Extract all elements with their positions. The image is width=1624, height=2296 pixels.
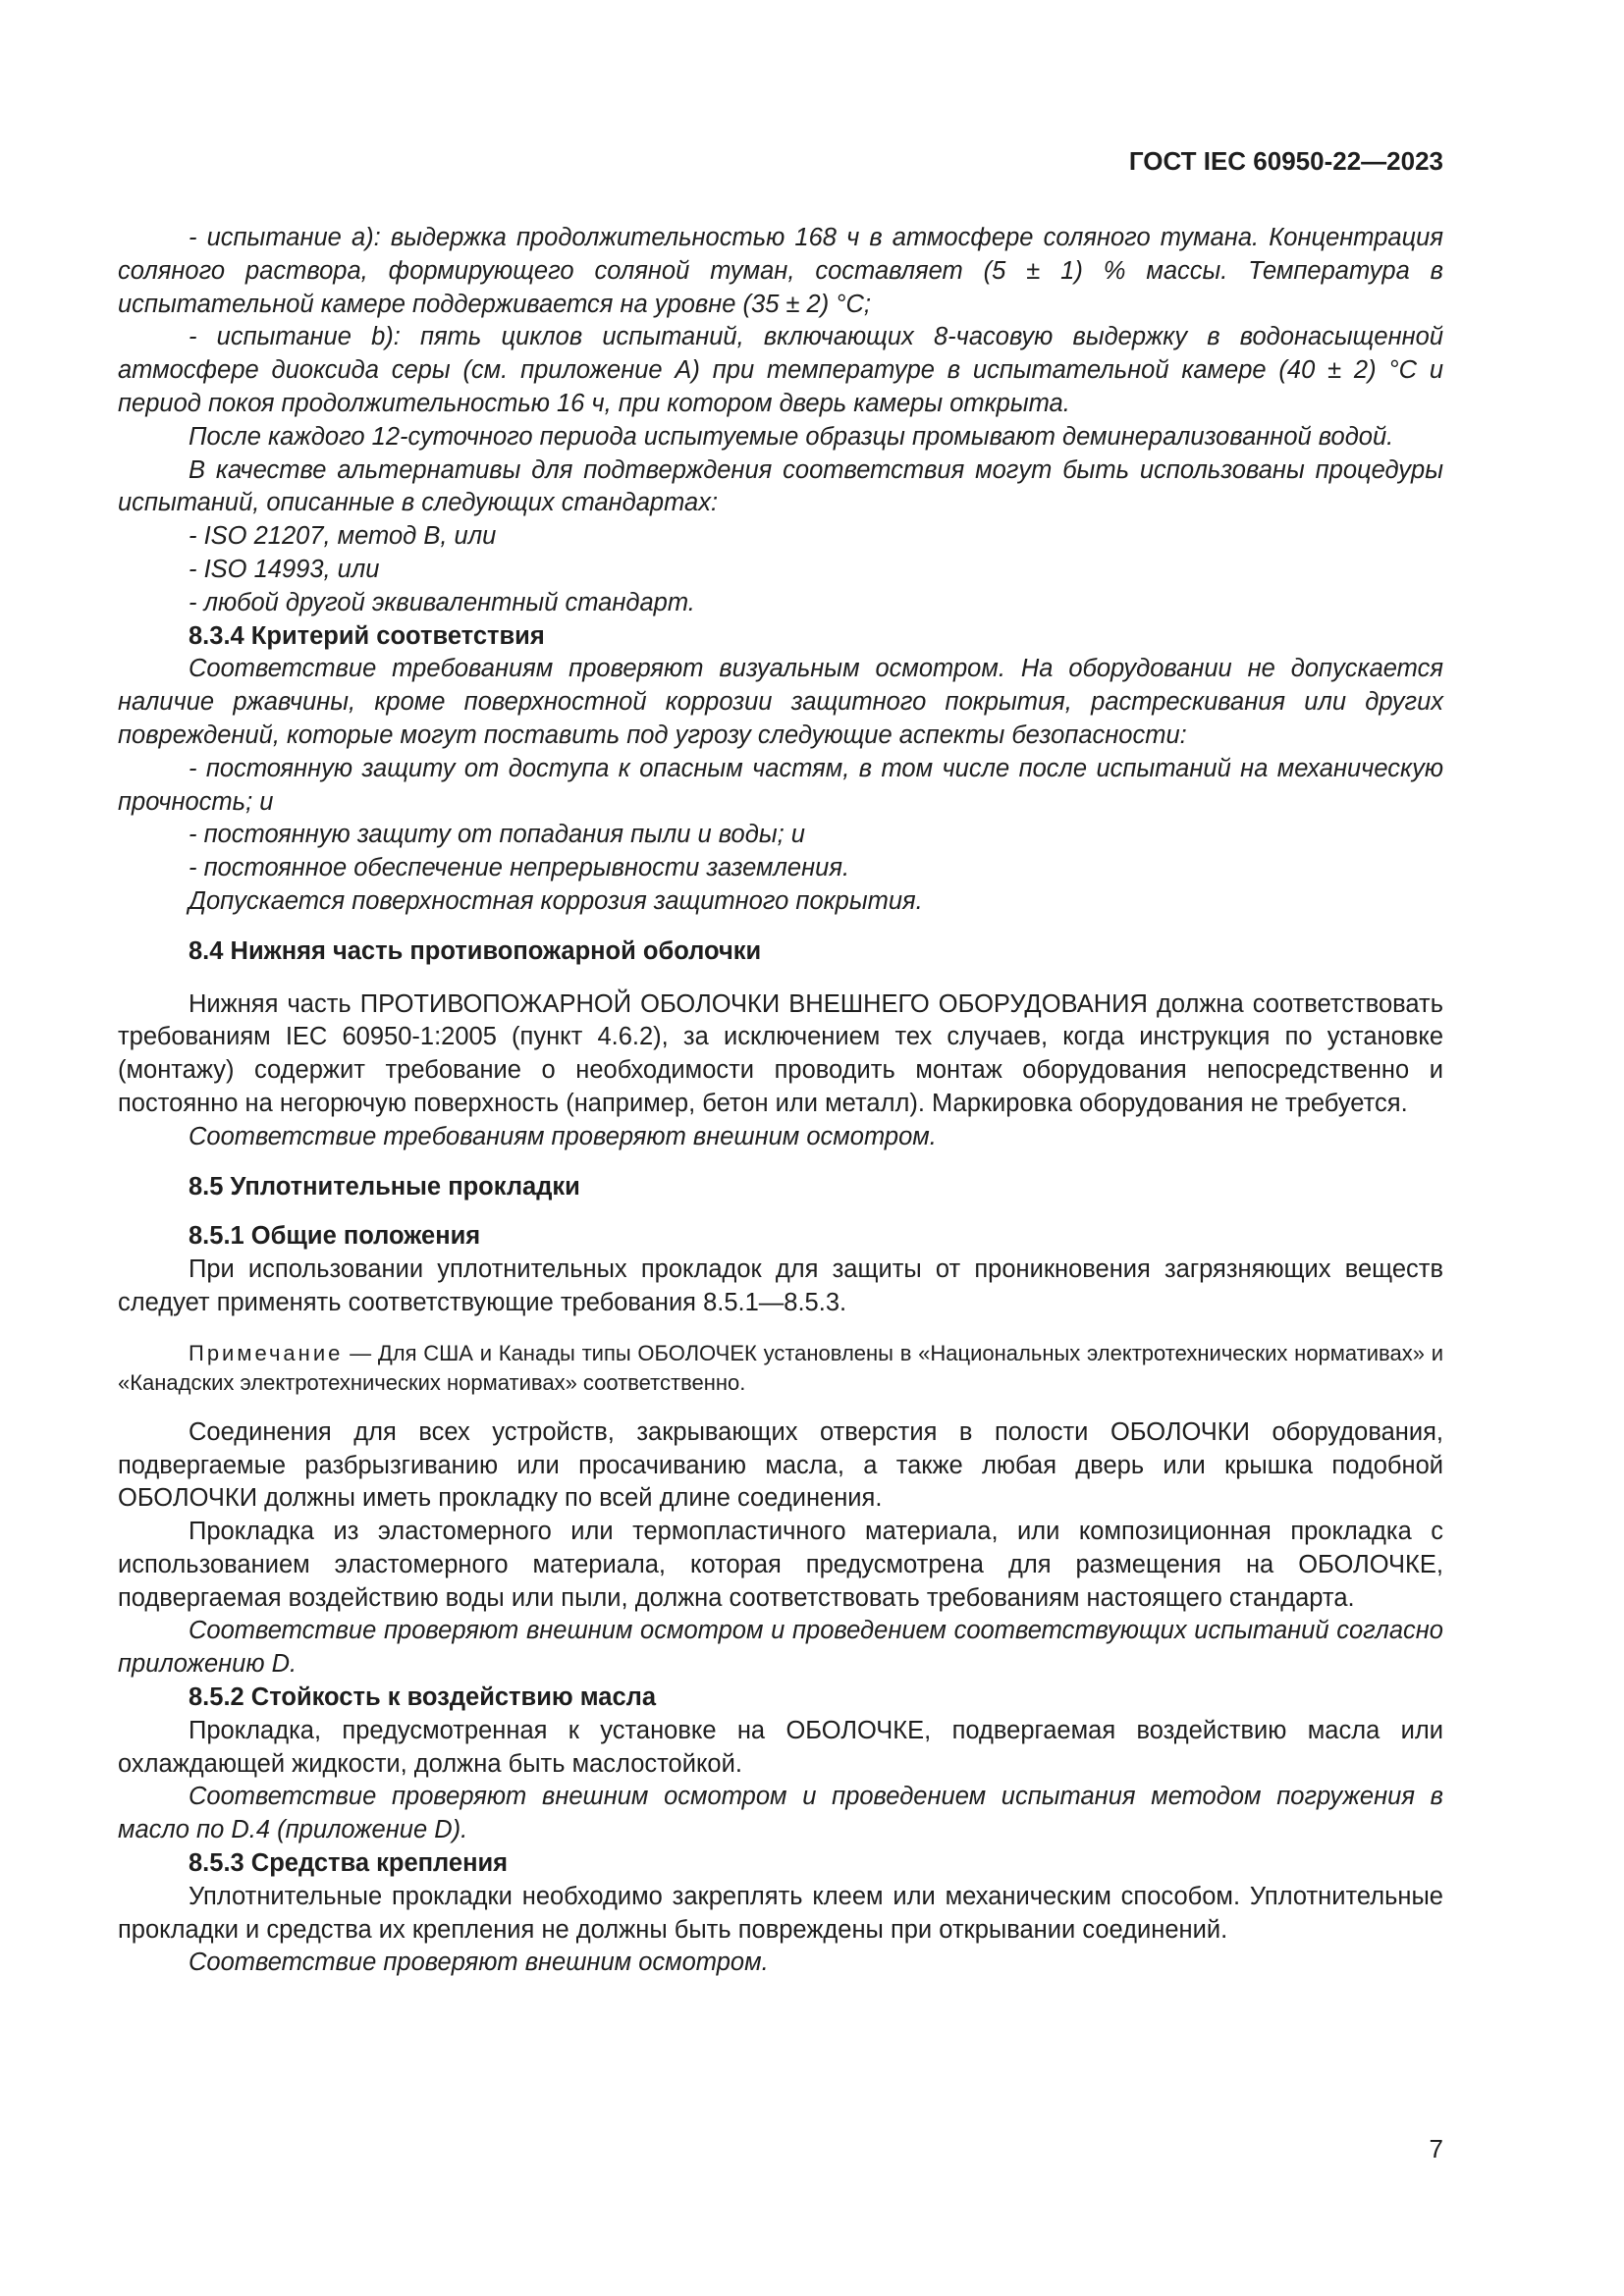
standard-designation: ГОСТ IEC 60950-22—2023 [1128, 146, 1443, 176]
heading-8-3-4: 8.3.4 Критерий соответствия [189, 621, 545, 650]
list-item-iso-21207: - ISO 21207, метод В, или [189, 522, 497, 551]
paragraph-oil-resistance: Прокладка, предусмотренная к установке на ОБОЛОЧКЕ, подвергаемая воздействию масла или охлаждающей жидкости, должна быть маслостойкой. [118, 1716, 1443, 1778]
note [118, 1339, 1443, 1398]
list-item-earthing: - постоянное обеспечение непрерывности заземления. [189, 854, 850, 882]
heading-8-5-2: 8.5.2 Стойкость к воздействию масла [189, 1683, 657, 1712]
paragraph-fire-enclosure-bottom: Нижняя часть ПРОТИВОПОЖАРНОЙ ОБОЛОЧКИ ВНЕШНЕГО ОБОРУДОВАНИЯ должна соответствовать требованиям IEC 60950-1:2005 (пункт 4.6.2), за исключением тех случаев, когда инструкция по установке (монтажу) содержит требование о необходимости проводить монтаж оборудования непосредственно и постоянно на негорючую поверхность (например, бетон или металл). Маркировка оборудования не требуется. [118, 989, 1443, 1117]
paragraph-compliance-external-1: Соответствие требованиям проверяют внешним осмотром. [189, 1122, 937, 1150]
paragraph-compliance-oil-immersion: Соответствие проверяют внешним осмотром и проведением испытания методом погружения в масло по D.4 (приложение D). [118, 1783, 1443, 1844]
heading-8-5: 8.5 Уплотнительные прокладки [189, 1172, 580, 1201]
heading-8-5-1: 8.5.1 Общие положения [189, 1222, 481, 1251]
paragraph-surface-corrosion: Допускается поверхностная коррозия защитного покрытия. [189, 886, 923, 915]
paragraph-compliance-annex-d: Соответствие проверяют внешним осмотром и проведением соответствующих испытаний согласно приложению D. [118, 1617, 1443, 1679]
paragraph-test-a: - испытание a): выдержка продолжительностью 168 ч в атмосфере соляного тумана. Концентрация соляного раствора, формирующего соляной туман, составляет (5 ± 1) % массы. Температура в испытательной камере поддерживается на уровне (35 ± 2) °С; [118, 224, 1443, 318]
paragraph-fastening: Уплотнительные прокладки необходимо закреплять клеем или механическим способом. Уплотнительные прокладки и средства их крепления не должны быть повреждены при открывании соединений. [118, 1882, 1443, 1944]
paragraph-elastomer-gasket: Прокладка из эластомерного или термопластичного материала, или композиционная прокладка с использованием эластомерного материала, которая предусмотрена для размещения на ОБОЛОЧКЕ, подвергаемая воздействию воды или пыли, должна соответствовать требованиям настоящего стандарта. [118, 1518, 1443, 1612]
paragraph-joints: Соединения для всех устройств, закрывающих отверстия в полости ОБОЛОЧКИ оборудования, подвергаемые разбрызгиванию или просачиванию масла, а также любая дверь или крышка подобной ОБОЛОЧКИ должны иметь прокладку по всей длине соединения. [118, 1417, 1443, 1513]
list-item-dust-water: - постоянную защиту от попадания пыли и воды; и [189, 821, 805, 849]
note-text: — Для США и Канады типы ОБОЛОЧЕК установлены в «Национальных электротехнических нормативах» и «Канадских электротехнических нормативах» соответственно. [118, 1340, 1443, 1395]
heading-8-4: 8.4 Нижняя часть противопожарной оболочки [189, 936, 762, 965]
paragraph-compliance-external-2: Соответствие проверяют внешним осмотром. [189, 1949, 769, 1977]
document-body [118, 222, 1443, 1980]
list-item-iso-14993: - ISO 14993, или [189, 555, 380, 583]
paragraph-gaskets-general: При использовании уплотнительных прокладок для защиты от проникновения загрязняющих веществ следует применять соответствующие требования 8.5.1—8.5.3. [118, 1255, 1443, 1316]
list-item-hazard-protection: - постоянную защиту от доступа к опасным частям, в том числе после испытаний на механическую прочность; и [118, 754, 1443, 816]
list-item-other-standard: - любой другой эквивалентный стандарт. [189, 588, 695, 616]
paragraph-test-b: - испытание b): пять циклов испытаний, включающих 8-часовую выдержку в водонасыщенной атмосфере диоксида серы (см. приложение А) при температуре в испытательной камере (40 ± 2) °С и период покоя продолжительностью 16 ч, при котором дверь камеры открыта. [118, 323, 1443, 417]
page-number: 7 [1429, 2134, 1443, 2163]
paragraph-alternatives: В качестве альтернативы для подтверждения соответствия могут быть использованы процедуры испытаний, описанные в следующих стандартах: [118, 455, 1443, 517]
heading-8-5-3: 8.5.3 Средства крепления [189, 1849, 509, 1878]
paragraph-rinse: После каждого 12-суточного периода испытуемые образцы промывают деминерализованной водой. [189, 422, 1394, 451]
paragraph-compliance-visual: Соответствие требованиям проверяют визуальным осмотром. На оборудовании не допускается наличие ржавчины, кроме поверхностной коррозии защитного покрытия, растрескивания или других повреждений, которые могут поставить под угрозу следующие аспекты безопасности: [118, 655, 1443, 749]
note-label: Примечание [189, 1340, 344, 1365]
